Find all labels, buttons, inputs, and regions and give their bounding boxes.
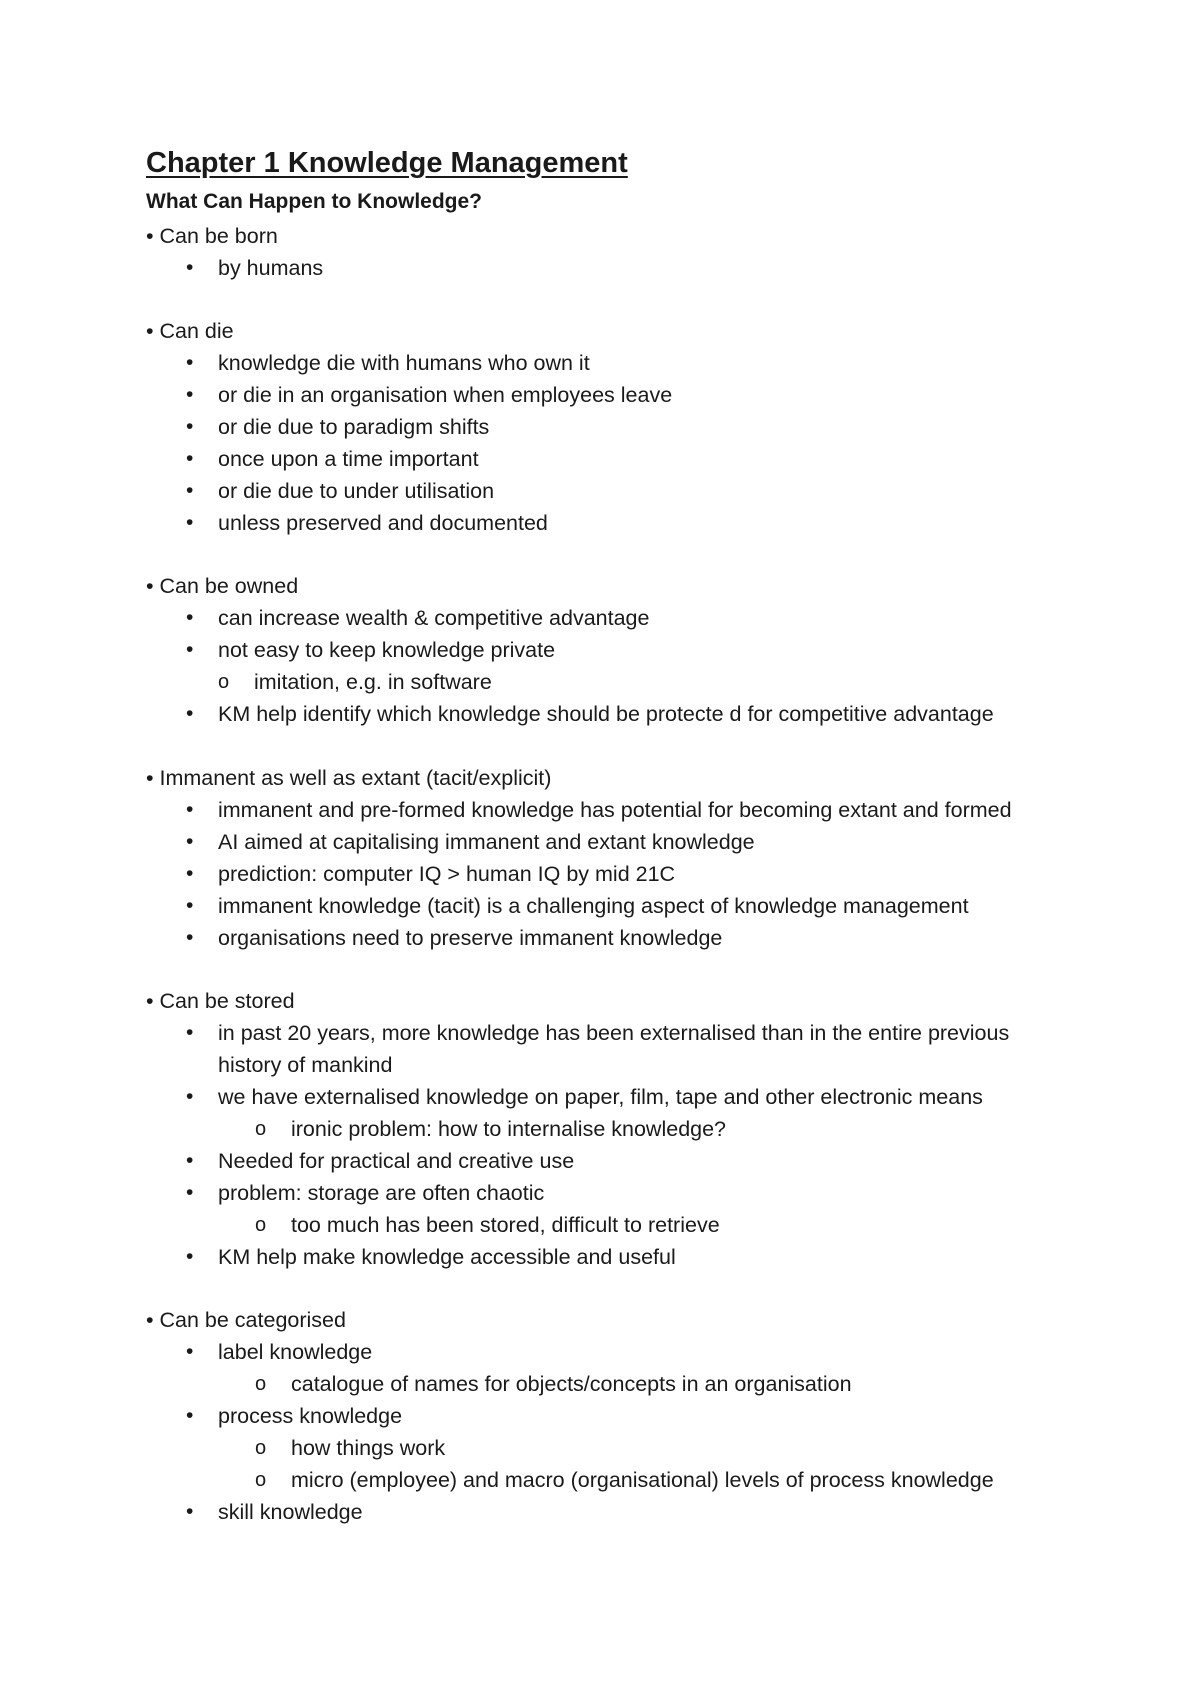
list-item-text: or die due to under utilisation <box>218 479 495 503</box>
list-item-text: knowledge die with humans who own it <box>218 351 590 375</box>
bullet-icon: • <box>186 1085 194 1108</box>
list-item-text: how things work <box>291 1436 446 1460</box>
list-item-text: skill knowledge <box>218 1500 363 1524</box>
list-item-text: micro (employee) and macro (organisational) levels of process knowledge <box>291 1468 994 1492</box>
bullet-icon: • <box>186 351 194 374</box>
list-item-text: we have externalised knowledge on paper, film, tape and other electronic means <box>218 1085 983 1109</box>
circle-bullet-icon: o <box>255 1373 267 1395</box>
list-item-text: catalogue of names for objects/concepts in an organisation <box>291 1372 852 1396</box>
circle-bullet-icon: o <box>255 1469 267 1491</box>
circle-bullet-icon: o <box>255 1214 267 1236</box>
list-item-text: KM help identify which knowledge should be protecte d for competitive advantage <box>218 702 994 726</box>
list-item-text: history of mankind <box>218 1053 393 1077</box>
list-item-text: process knowledge <box>218 1404 403 1428</box>
section-bullet: • Can be categorised <box>146 1308 346 1332</box>
list-item-text: not easy to keep knowledge private <box>218 638 556 662</box>
list-item-text: by humans <box>218 256 324 280</box>
bullet-icon: • <box>186 1500 194 1523</box>
bullet-icon: • <box>186 383 194 406</box>
list-item-text: or die due to paradigm shifts <box>218 415 490 439</box>
bullet-icon: • <box>186 1181 194 1204</box>
bullet-icon: • <box>186 447 194 470</box>
list-item-text: can increase wealth & competitive advantage <box>218 606 650 630</box>
bullet-icon: • <box>186 606 194 629</box>
list-item-text: in past 20 years, more knowledge has been externalised than in the entire previous <box>218 1021 1010 1045</box>
bullet-icon: • <box>186 894 194 917</box>
circle-bullet-icon: o <box>218 671 230 693</box>
list-item-text: Needed for practical and creative use <box>218 1149 575 1173</box>
bullet-icon: • <box>186 1340 194 1363</box>
list-item-text: organisations need to preserve immanent knowledge <box>218 926 723 950</box>
section-bullet: • Can be owned <box>146 574 299 598</box>
list-item-text: KM help make knowledge accessible and useful <box>218 1245 676 1269</box>
bullet-icon: • <box>186 256 194 279</box>
bullet-icon: • <box>186 862 194 885</box>
circle-bullet-icon: o <box>255 1118 267 1140</box>
bullet-icon: • <box>186 1245 194 1268</box>
bullet-icon: • <box>186 1021 194 1044</box>
list-item-text: label knowledge <box>218 1340 373 1364</box>
bullet-icon: • <box>186 479 194 502</box>
bullet-icon: • <box>186 830 194 853</box>
section-bullet: • Can be stored <box>146 989 295 1013</box>
list-item-text: ironic problem: how to internalise knowledge? <box>291 1117 727 1141</box>
bullet-icon: • <box>186 415 194 438</box>
page-title: Chapter 1 Knowledge Management <box>146 147 628 179</box>
list-item-text: once upon a time important <box>218 447 479 471</box>
bullet-icon: • <box>186 638 194 661</box>
list-item-text: AI aimed at capitalising immanent and extant knowledge <box>218 830 755 854</box>
list-item-text: immanent and pre-formed knowledge has potential for becoming extant and formed <box>218 798 1012 822</box>
list-item-text: or die in an organisation when employees leave <box>218 383 673 407</box>
bullet-icon: • <box>186 1404 194 1427</box>
section-bullet: • Immanent as well as extant (tacit/explicit) <box>146 766 552 790</box>
list-item-text: immanent knowledge (tacit) is a challenging aspect of knowledge management <box>218 894 969 918</box>
list-item-text: prediction: computer IQ > human IQ by mid 21C <box>218 862 676 886</box>
circle-bullet-icon: o <box>255 1437 267 1459</box>
bullet-icon: • <box>186 798 194 821</box>
section-bullet: • Can die <box>146 319 234 343</box>
list-item-text: unless preserved and documented <box>218 511 548 535</box>
list-item-text: imitation, e.g. in software <box>254 670 492 694</box>
bullet-icon: • <box>186 926 194 949</box>
section-bullet: • Can be born <box>146 224 278 248</box>
bullet-icon: • <box>186 1149 194 1172</box>
bullet-icon: • <box>186 702 194 725</box>
section-heading: What Can Happen to Knowledge? <box>146 190 482 213</box>
list-item-text: problem: storage are often chaotic <box>218 1181 545 1205</box>
list-item-text: too much has been stored, difficult to retrieve <box>291 1213 720 1237</box>
bullet-icon: • <box>186 511 194 534</box>
